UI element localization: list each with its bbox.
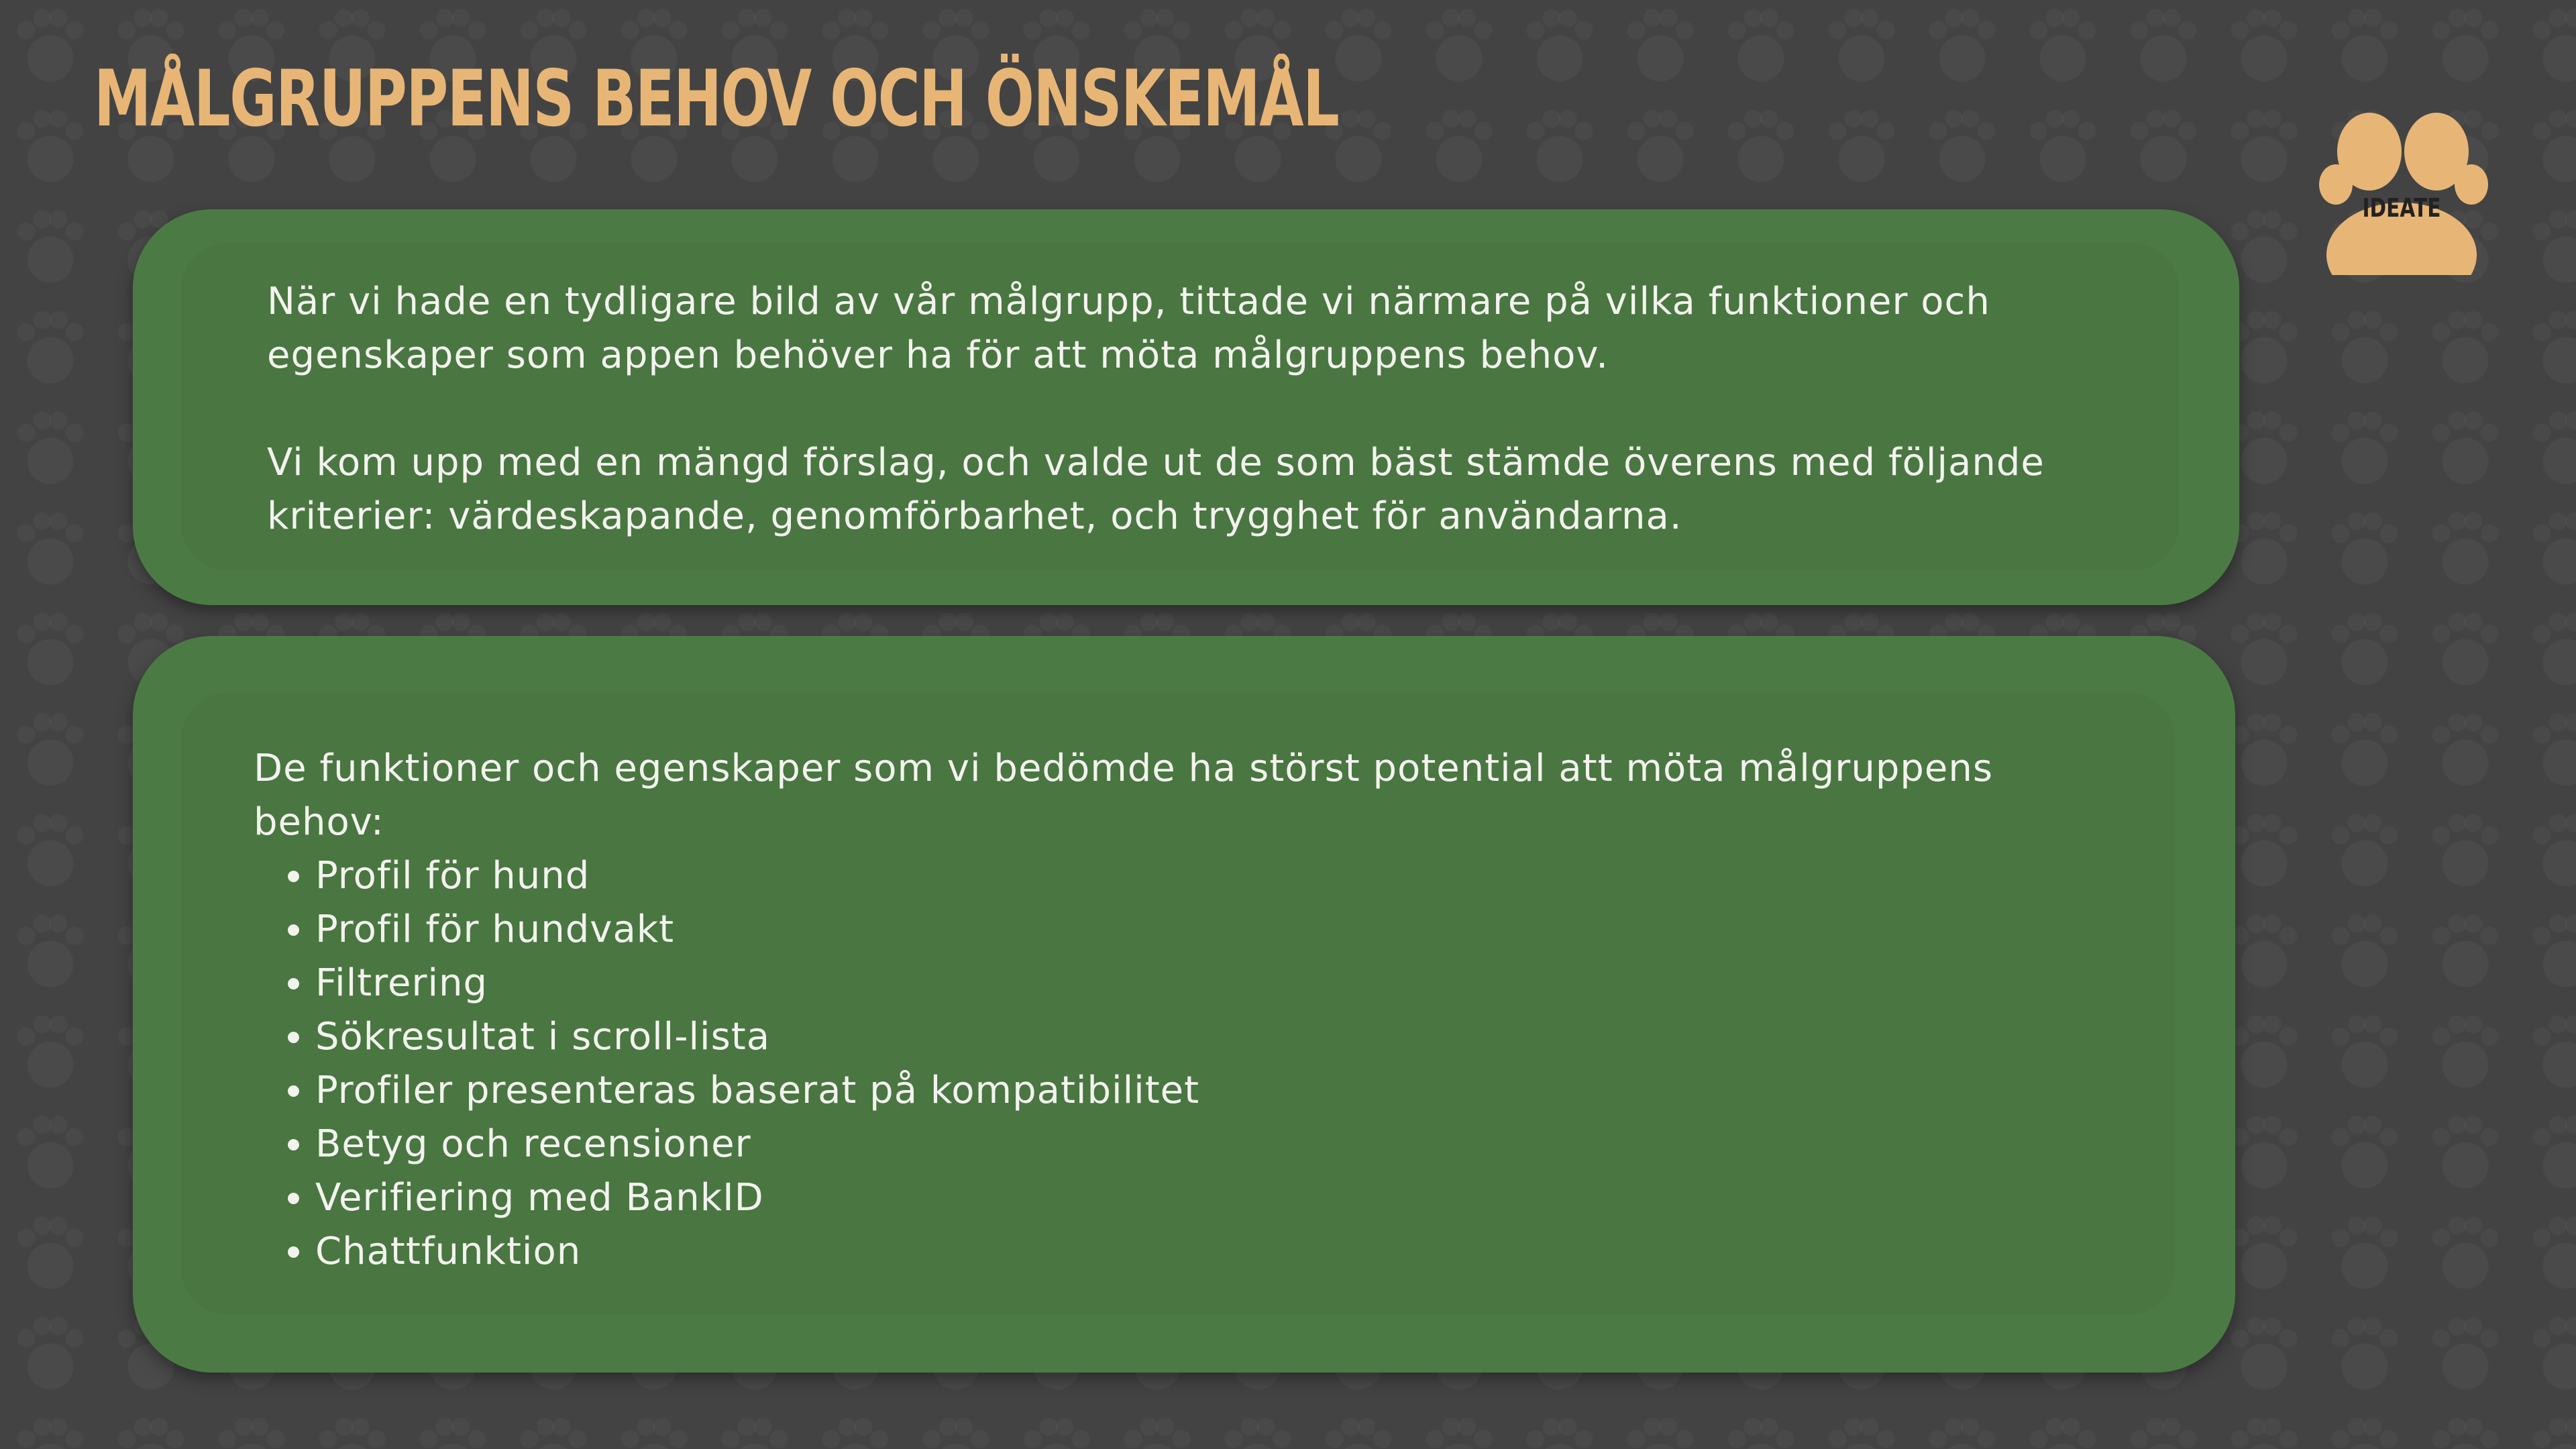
paw-icon [2274, 54, 2529, 275]
list-item: • Profil för hund [315, 849, 1993, 903]
features-lead-line-1: De funktioner och egenskaper som vi bedömde ha störst potential att möta målgruppens [254, 747, 1994, 790]
intro-paragraph-1-line-1: När vi hade en tydligare bild av vår målgrupp, tittade vi närmare på vilka funktioner och [267, 280, 1990, 323]
features-text [254, 742, 1993, 1279]
list-item: • Chattfunktion [315, 1225, 1993, 1279]
intro-paragraph-2-line-2: kriterier: värdeskapande, genomförbarhet, och trygghet för användarna. [267, 494, 1682, 538]
list-item: • Sökresultat i scroll-lista [315, 1010, 1993, 1064]
list-item: • Verifiering med BankID [315, 1171, 1993, 1225]
slide-title: MÅLGRUPPENS BEHOV OCH ÖNSKEMÅL [94, 54, 1339, 144]
list-item: • Filtrering [315, 957, 1993, 1010]
features-list [254, 849, 1993, 1279]
paragraph-gap [267, 382, 2045, 436]
list-item: • Profiler presenteras baserat på kompatibilitet [315, 1064, 1993, 1118]
intro-paragraph-1-line-2: egenskaper som appen behöver ha för att möta målgruppens behov. [267, 333, 1609, 377]
list-item: • Profil för hundvakt [315, 903, 1993, 957]
paw-toe-left [2337, 113, 2402, 191]
list-item: • Betyg och recensioner [315, 1118, 1993, 1171]
intro-text [267, 275, 2045, 543]
ideate-badge-label: IDEATE [2362, 193, 2441, 224]
paw-toe-outer-right [2455, 164, 2488, 205]
intro-paragraph-2-line-1: Vi kom upp med en mängd förslag, och valde ut de som bäst stämde överens med följande [267, 441, 2045, 484]
features-lead-line-2: behov: [254, 800, 384, 844]
